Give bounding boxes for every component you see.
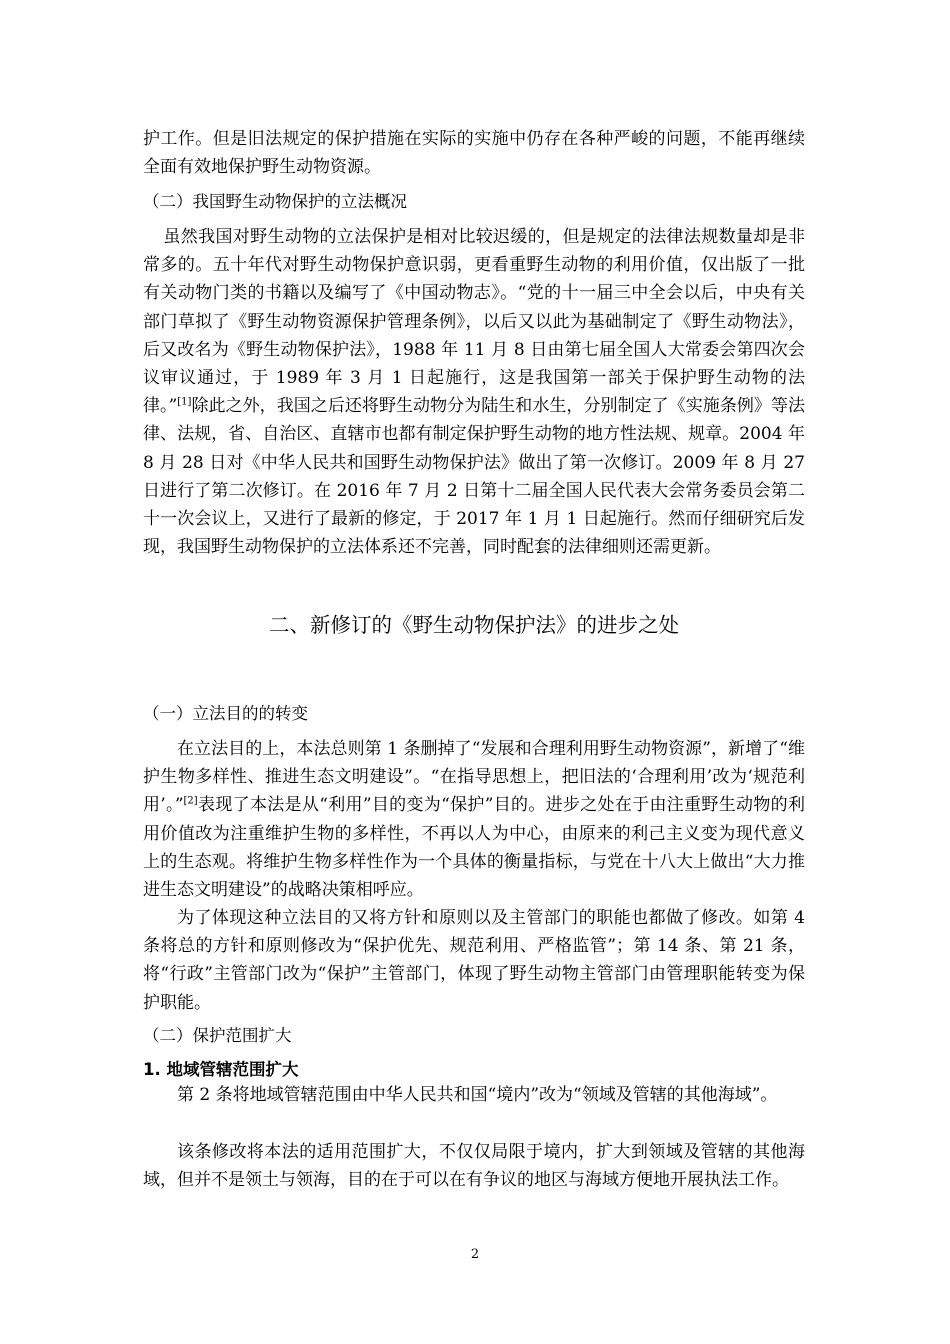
paragraph-scope: 该条修改将本法的适用范围扩大，不仅仅局限于境内，扩大到领域及管辖的其他海域，但并不是领土与领海，目的在于可以在有争议的地区与海域方便地开展执法工作。 [143, 1142, 805, 1191]
page-number: 2 [470, 1247, 480, 1262]
paragraph-legislation-overview [143, 223, 805, 561]
paragraph-legislative-purpose [143, 735, 805, 904]
section-heading-2-2: （二）保护范围扩大 [143, 1026, 292, 1045]
paragraph-text: 除此之外，我国之后还将野生动物分为陆生和水生，分别制定了《实施条例》等法律、法规，省、自治区、直辖市也都有制定保护野生动物的地方性法规、规章。2004 年 8 月 28 日对《中华人民共和国野生动物保护法》做出了第一次修订。2009 年 8 月 27 日进行了第二次修订。在 2016 年 7 月 2 日第十二届全国人民代表大会常务委员会第二十一次会议上，又进行了最新的修定，于 2017 年 1 月 1 日起施行。然而仔细研究后发现，我国野生动物保护的立法体系还不完善，同时配套的法律细则还需更新。 [143, 396, 805, 558]
chapter-heading-2: 二、新修订的《野生动物保护法》的进步之处 [269, 613, 679, 637]
subsection-heading-2-2-1: 1. 地域管辖范围扩大 [143, 1060, 299, 1079]
paragraph-principles: 为了体现这种立法目的又将方针和原则以及主管部门的职能也都做了修改。如第 4 条将总的方针和原则修改为“保护优先、规范利用、严格监管”；第 14 条、第 21 条，将“行政”主管部门改为“保护”主管部门，体现了野生动物主管部门由管理职能转变为保护职能。 [143, 908, 805, 1013]
section-heading-1-2: （二）我国野生动物保护的立法概况 [143, 192, 407, 211]
citation-1: [1] [177, 396, 192, 408]
section-heading-2-1: （一）立法目的的转变 [143, 704, 308, 723]
paragraph-text: 表现了本法是从“利用”目的变为“保护”目的。进步之处在于由注重野生动物的利用价值改为注重维护生物的多样性，不再以人为中心，由原来的利己主义变为现代意义上的生态观。将维护生物多样性作为一个具体的衡量指标，与党在十八大上做出“大力推进生态文明建设”的战略决策相呼应。 [143, 795, 805, 901]
paragraph-continued: 护工作。但是旧法规定的保护措施在实际的实施中仍存在各种严峻的问题，不能再继续全面有效地保护野生动物资源。 [143, 129, 805, 178]
citation-2: [2] [183, 795, 198, 807]
paragraph-text: 虽然我国对野生动物的立法保护是相对比较迟缓的，但是规定的法律法规数量却是非常多的。五十年代对野生动物保护意识弱，更看重野生动物的利用价值，仅出版了一批有关动物门类的书籍以及编写了《中国动物志》。“党的十一届三中全会以后，中央有关部门草拟了《野生动物资源保护管理条例》，以后又以此为基础制定了《野生动物法》，后又改名为《野生动物保护法》，1988 年 11 月 8 日由第七届全国人大常委会第四次会议审议通过，于 1989 年 3 月 1 日起施行，这是我国第一部关于保护野生动物的法律。” [143, 227, 805, 417]
paragraph-jurisdiction: 第 2 条将地域管辖范围由中华人民共和国“境内”改为“领域及管辖的其他海域”。 [177, 1085, 778, 1105]
paragraph-text: 在立法目的上，本法总则第 1 条删掉了“发展和合理利用野生动物资源”，新增了“维护生物多样性、推进生态文明建设”。“在指导思想上，把旧法的‘合理利用’改为‘规范利用’。” [143, 739, 805, 816]
